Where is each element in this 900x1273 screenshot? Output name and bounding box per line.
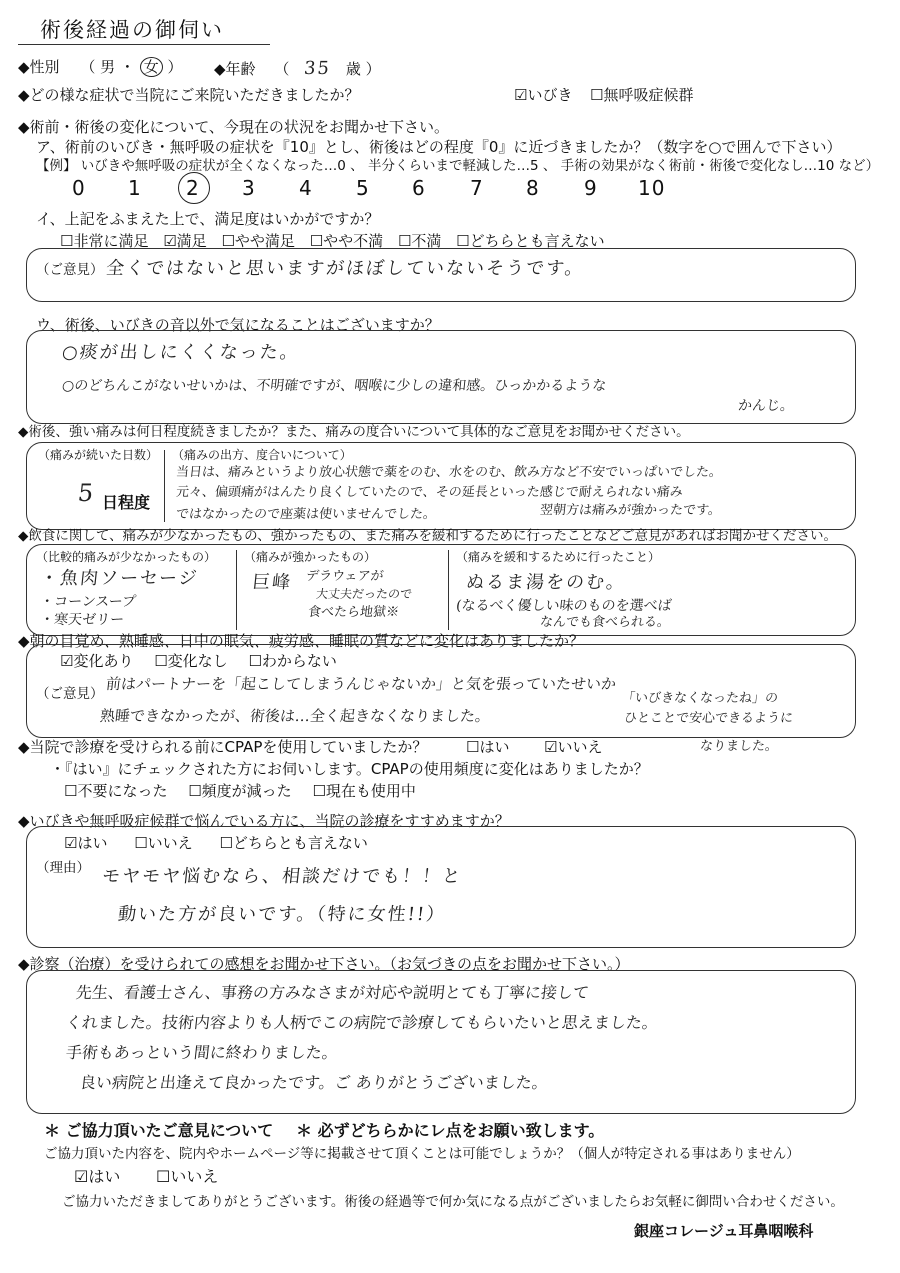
- satisfaction-somewhat-dissatisfied[interactable]: ☐やや不満: [309, 232, 384, 250]
- concern-answer-3[interactable]: かんじ。: [737, 398, 795, 414]
- pain-detail-1[interactable]: 当日は、痛みというより放心状態で薬をのむ、水をのむ、飲み方など不安でいっぱいでした。: [175, 465, 723, 480]
- morning-unknown[interactable]: ☐わからない: [248, 652, 337, 670]
- score-1[interactable]: 1: [128, 176, 142, 200]
- score-6[interactable]: 6: [412, 176, 426, 200]
- food-less-3[interactable]: ・寒天ゼリー: [39, 612, 125, 628]
- question-u: ウ、術後、いびきの音以外で気になることはございますか？: [36, 316, 440, 334]
- food-relief-2[interactable]: (なるべく優しい味のものを選べば: [455, 598, 673, 614]
- reason-answer-2[interactable]: 動いた方が良いです。（特に女性!!）: [116, 904, 448, 925]
- score-9[interactable]: 9: [584, 176, 598, 200]
- morning-side-2[interactable]: ひとことで安心できるように: [623, 711, 794, 726]
- cooperation-no[interactable]: ☐いいえ: [156, 1167, 219, 1186]
- pain-days-label: （痛みが続いた日数）: [38, 448, 159, 462]
- cpap-yes[interactable]: ☐はい: [466, 738, 510, 756]
- question-morning: ◆朝の目覚め、熟睡感、日中の眠気、疲労感、睡眠の質などに変化はありましたか？: [18, 632, 584, 650]
- satisfaction-dissatisfied[interactable]: ☐不満: [397, 232, 442, 250]
- question-symptom: ◆どの様な症状で当院にご来院いただきましたか？: [18, 86, 360, 104]
- question-food: ◆飲食に関して、痛みが少なかったもの、強かったもの、また痛みを緩和するために行ったことなどご意見があればお聞かせください。: [18, 528, 838, 544]
- food-less-label: （比較的痛みが少なかったもの）: [36, 550, 217, 564]
- gender-row: ◆性別 （ 男 ・ 女 ）: [18, 58, 183, 76]
- symptom-snoring-checkbox[interactable]: ☑いびき: [514, 86, 573, 104]
- cpap-sub-question: ・『はい』にチェックされた方にお伺いします。CPAPの使用頻度に変化はありましたか？: [50, 760, 649, 778]
- cooperation-heading-a: ＊ ご協力頂いたご意見について: [44, 1121, 274, 1140]
- age-row: ◆年齢 （ 35 歳 ）: [214, 58, 381, 79]
- example-text: 【例】 いびきや無呼吸の症状が全くなくなった…0 、 半分くらいまで軽減した…5 、 手術の効果がなく術前・術後で変化なし…10 など）: [36, 158, 880, 174]
- score-7[interactable]: 7: [470, 176, 484, 200]
- cpap-still-using[interactable]: ☐現在も使用中: [312, 782, 416, 800]
- cooperation-question: ご協力頂いた内容を、院内やホームページ等に掲載させて頂くことは可能でしょうか？（個人が特定される事はありません）: [44, 1146, 800, 1162]
- cpap-not-needed[interactable]: ☐不要になった: [64, 782, 168, 800]
- clinic-name: 銀座コレージュ耳鼻咽喉科: [634, 1222, 814, 1240]
- food-less-1[interactable]: ・魚肉ソーセージ: [38, 568, 200, 589]
- pain-detail-label: （痛みの出方、度合いについて）: [172, 448, 352, 462]
- morning-side-1[interactable]: 「いびきなくなったね」の: [621, 691, 779, 706]
- gender-female[interactable]: 女: [140, 57, 163, 77]
- score-8[interactable]: 8: [526, 176, 540, 200]
- reason-answer-1[interactable]: モヤモヤ悩むなら、相談だけでも！！と: [100, 866, 464, 887]
- pain-days-unit: 日程度: [102, 493, 151, 512]
- cpap-reduced[interactable]: ☐頻度が減った: [188, 782, 292, 800]
- title-underline: [18, 44, 270, 45]
- pain-divider: [164, 450, 165, 522]
- impression-answer-1[interactable]: 先生、看護士さん、事務の方みなさまが対応や説明とても丁寧に接して: [75, 983, 590, 1002]
- score-3[interactable]: 3: [242, 176, 256, 200]
- cooperation-yes[interactable]: ☑はい: [74, 1167, 121, 1186]
- food-strong-4[interactable]: 食べたら地獄※: [307, 605, 400, 620]
- impression-answer-4[interactable]: 良い病院と出逢えて良かったです。ご ありがとうございました。: [79, 1073, 549, 1092]
- age-label: ◆年齢: [214, 60, 256, 78]
- question-a: ア、術前のいびき・無呼吸の症状を『10』とし、術後はどの程度『0』に近づきましたか？（数字を○で囲んで下さい）: [36, 138, 842, 156]
- closing-text: ご協力いただきましてありがとうございます。術後の経過等で何か気になる点がございましたらお気軽に御問い合わせください。: [62, 1194, 844, 1210]
- morning-answer-1[interactable]: 前はパートナーを「起こしてしまうんじゃないか」と気を張っていたせいか: [105, 675, 618, 693]
- cpap-sub-options: [64, 782, 416, 800]
- opinion-label: （ご意見）: [36, 262, 104, 278]
- question-impression: ◆診察（治療）を受けられての感想をお聞かせ下さい。（お気づきの点をお聞かせ下さい。）: [18, 955, 630, 973]
- morning-changed[interactable]: ☑変化あり: [60, 652, 134, 670]
- food-strong-3[interactable]: 大丈夫だったので: [315, 587, 413, 601]
- satisfaction-neutral[interactable]: ☐どちらとも言えない: [456, 232, 605, 250]
- age-value[interactable]: 35: [303, 58, 333, 79]
- morning-side-3[interactable]: なりました。: [699, 739, 779, 754]
- morning-options: [60, 652, 337, 670]
- score-selected-circle: [178, 172, 210, 204]
- score-0[interactable]: 0: [72, 176, 86, 200]
- symptom-apnea-checkbox[interactable]: ☐無呼吸症候群: [590, 86, 694, 104]
- page-title: 術後経過の御伺い: [40, 18, 224, 42]
- question-cpap: ◆当院で診療を受けられる前にCPAPを使用していましたか？: [18, 738, 428, 756]
- food-relief-label: （痛みを緩和するために行ったこと）: [456, 550, 661, 564]
- score-10[interactable]: 10: [638, 176, 666, 200]
- satisfaction-answer[interactable]: 全くではないと思いますがほぼしていないそうです。: [104, 258, 586, 279]
- food-strong-label: （痛みが強かったもの）: [244, 550, 377, 564]
- food-divider-1: [236, 550, 237, 630]
- food-strong-2[interactable]: デラウェアが: [305, 569, 385, 584]
- recommend-yes[interactable]: ☑はい: [64, 834, 108, 852]
- food-divider-2: [448, 550, 449, 630]
- gender-male[interactable]: 男: [100, 58, 116, 76]
- score-2[interactable]: 2: [186, 176, 200, 200]
- satisfaction-very-satisfied[interactable]: ☐非常に満足: [60, 232, 149, 250]
- food-relief-3[interactable]: なんでも食べられる。: [539, 615, 671, 630]
- reason-label: （理由）: [36, 860, 90, 876]
- morning-unchanged[interactable]: ☐変化なし: [154, 652, 228, 670]
- gender-label: ◆性別: [18, 58, 60, 76]
- pain-detail-2[interactable]: 元々、偏頭痛がはんたり良くしていたので、その延長といった感じで耐えられない痛み: [175, 485, 684, 500]
- food-relief-1[interactable]: ぬるま湯をのむ。: [464, 572, 628, 593]
- question-recommend: ◆いびきや無呼吸症候群で悩んでいる方に、当院の診療をすすめますか？: [18, 812, 510, 830]
- impression-answer-3[interactable]: 手術もあっという間に終わりました。: [65, 1043, 339, 1062]
- satisfaction-satisfied[interactable]: ☑満足: [163, 232, 207, 250]
- pain-detail-4[interactable]: 翌朝方は痛みが強かったです。: [539, 503, 722, 518]
- question-i: イ、上記をふまえた上で、満足度はいかがですか？: [36, 210, 380, 228]
- morning-answer-2[interactable]: 熟睡できなかったが、術後は…全く起きなくなりました。: [99, 707, 492, 725]
- concern-answer-2[interactable]: ○のどちんこがないせいかは、不明確ですが、咽喉に少しの違和感。ひっかかるような: [61, 378, 608, 394]
- question-change: ◆術前・術後の変化について、今現在の状況をお聞かせ下さい。: [18, 118, 449, 136]
- food-less-2[interactable]: ・コーンスープ: [39, 594, 137, 610]
- cooperation-heading-b: ＊ 必ずどちらかにレ点をお願い致します。: [296, 1121, 605, 1140]
- recommend-neutral[interactable]: ☐どちらとも言えない: [219, 834, 368, 852]
- cpap-no[interactable]: ☑いいえ: [544, 738, 603, 756]
- question-pain: ◆術後、強い痛みは何日程度続きましたか？また、痛みの度合いについて具体的なご意見をお聞かせください。: [18, 424, 690, 440]
- food-strong-1[interactable]: 巨峰: [250, 572, 294, 593]
- pain-days-value[interactable]: 5: [76, 479, 97, 507]
- pain-detail-3[interactable]: ではなかったので座薬は使いませんでした。: [175, 507, 437, 522]
- impression-answer-2[interactable]: くれました。技術内容よりも人柄でこの病院で診療してもらいたいと思えました。: [65, 1013, 660, 1032]
- concern-answer-1[interactable]: ○痰が出しにくくなった。: [60, 342, 301, 363]
- morning-opinion-label: （ご意見）: [36, 686, 104, 702]
- recommend-no[interactable]: ☐いいえ: [134, 834, 193, 852]
- satisfaction-somewhat-satisfied[interactable]: ☐やや満足: [221, 232, 295, 250]
- score-4[interactable]: 4: [299, 176, 313, 200]
- score-5[interactable]: 5: [356, 176, 370, 200]
